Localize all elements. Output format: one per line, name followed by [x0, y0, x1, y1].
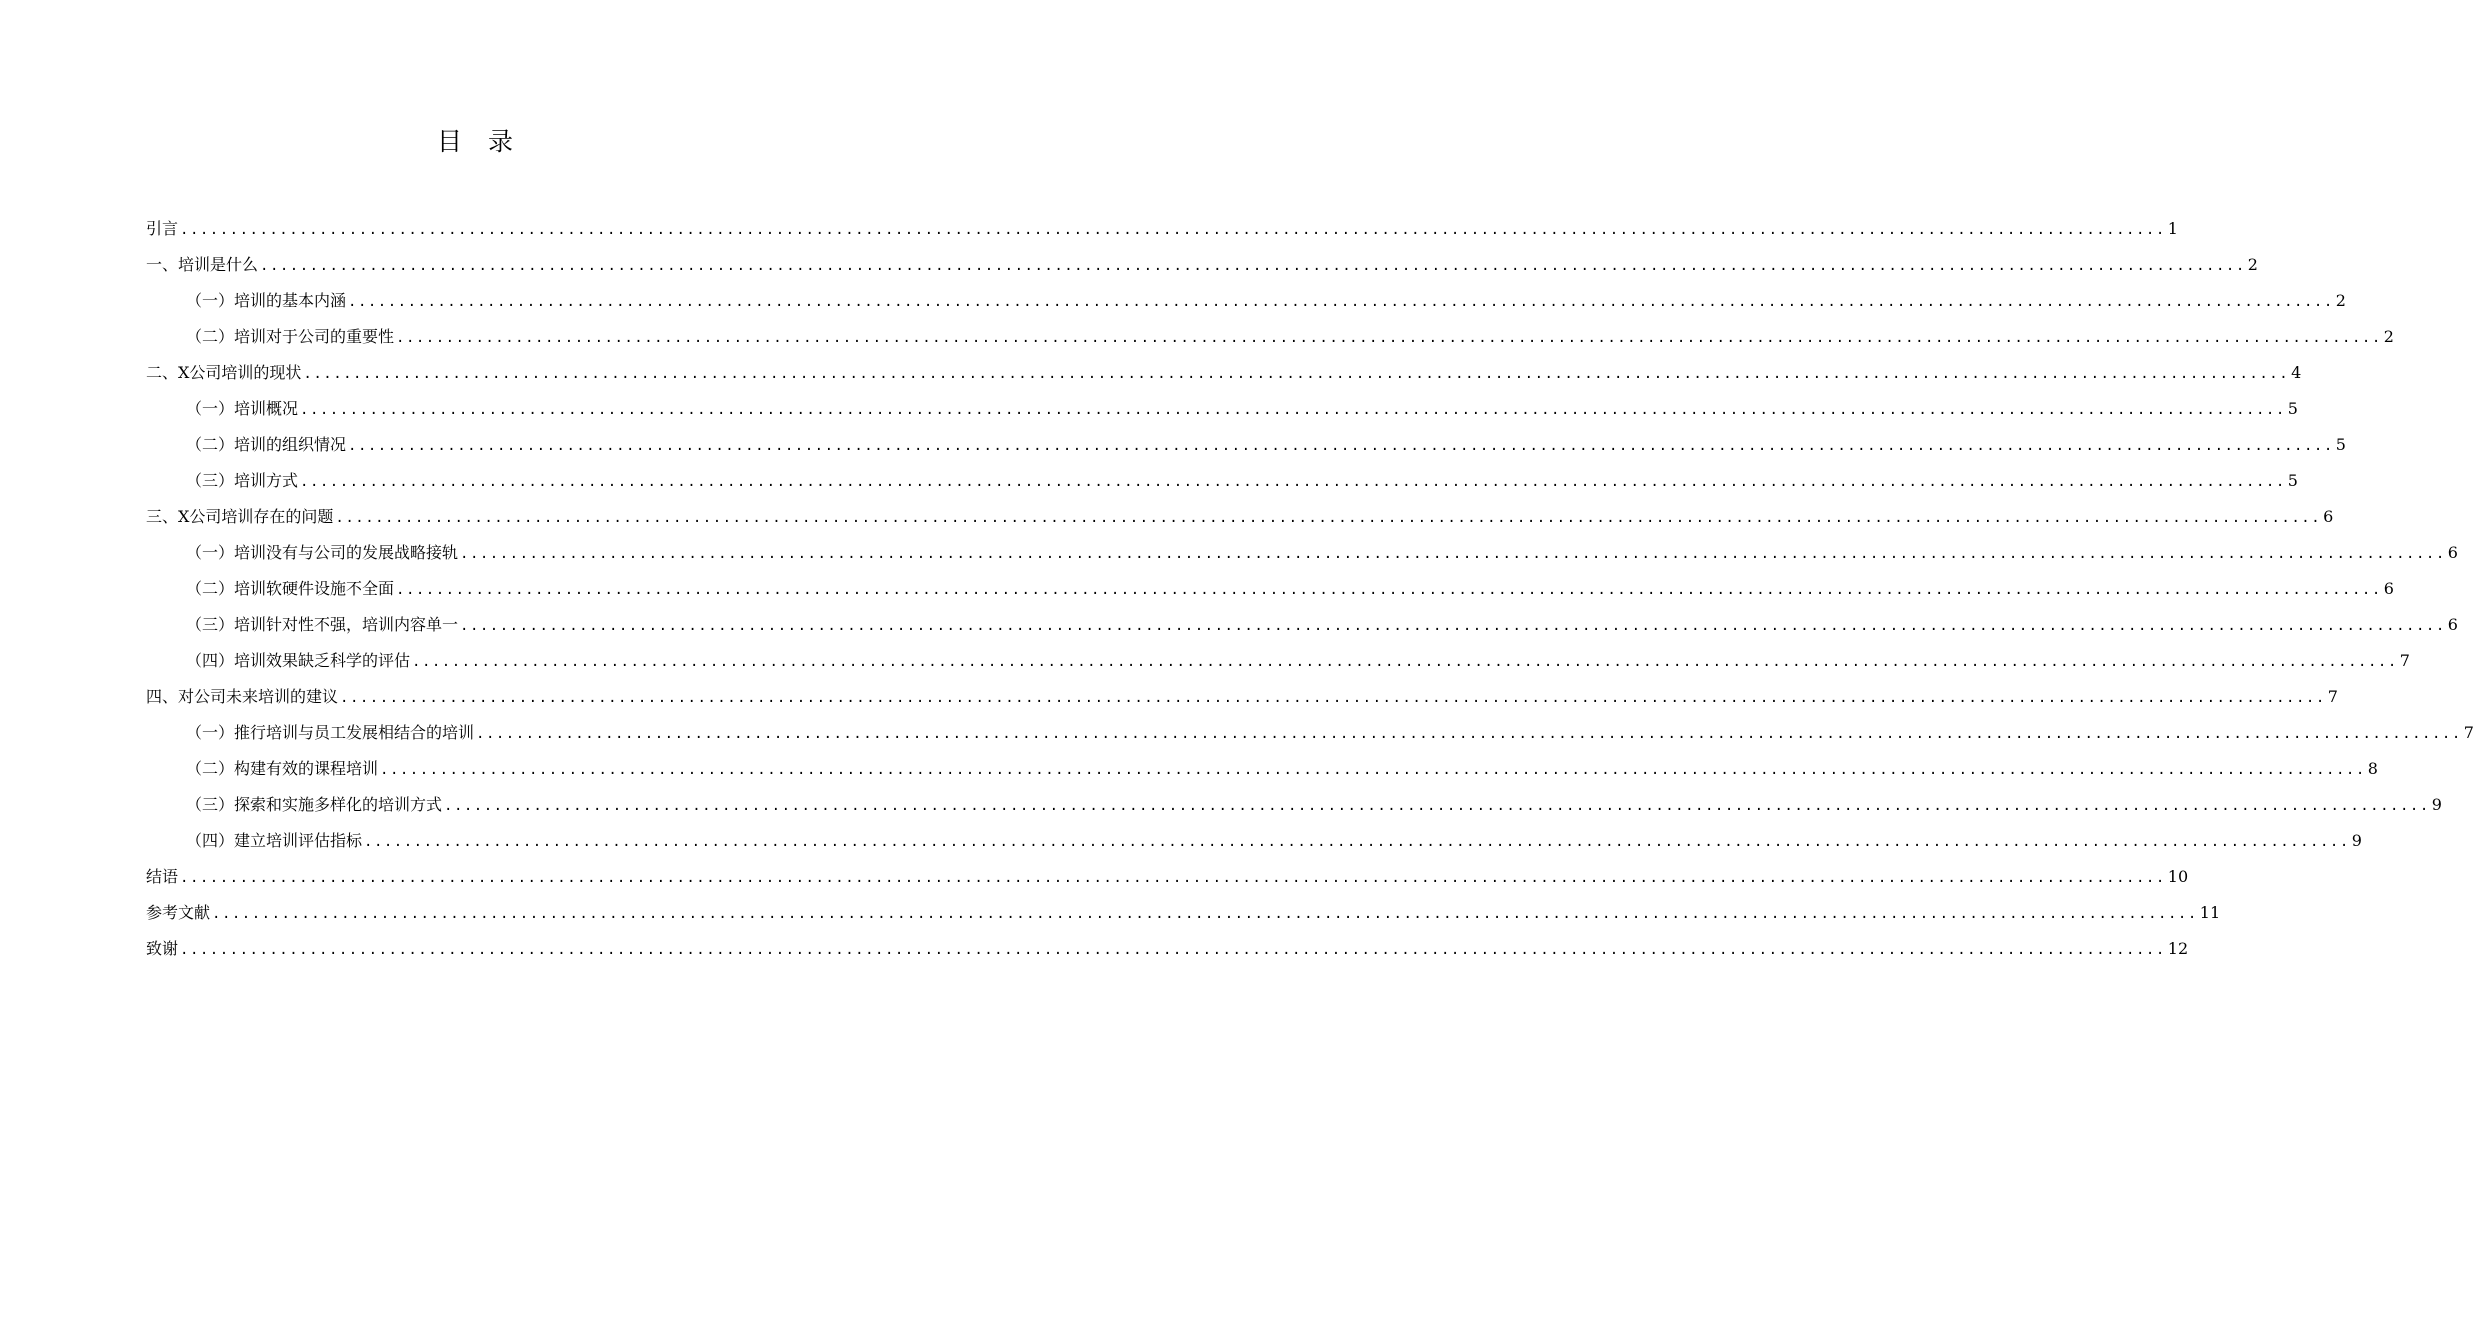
toc-entry[interactable]: [146, 643, 2410, 679]
toc-entry[interactable]: [146, 319, 2394, 355]
dot-leader: ........................................................................................................................................................................................................: [396, 582, 2382, 598]
toc-entry-page-number: 7: [2399, 651, 2410, 670]
dot-leader: ........................................................................................................................................................................................................: [460, 546, 2446, 562]
toc-entry-page-number: 2: [2247, 255, 2258, 274]
toc-entry-label: 结语: [146, 867, 179, 886]
toc-entry[interactable]: [146, 427, 2346, 463]
toc-entry[interactable]: [146, 679, 2338, 715]
toc-entry-page-number: 5: [2287, 471, 2298, 490]
toc-entry-label: （四）培训效果缺乏科学的评估: [186, 651, 411, 670]
toc-entry[interactable]: [146, 283, 2346, 319]
page-title: 目录: [436, 127, 539, 156]
dot-leader: ........................................................................................................................................................................................................: [335, 510, 2322, 526]
dot-leader: ........................................................................................................................................................................................................: [444, 798, 2430, 814]
toc-entry-label: 致谢: [146, 939, 179, 958]
dot-leader: ........................................................................................................................................................................................................: [300, 402, 2286, 418]
toc-entry-label: （三）培训针对性不强，培训内容单一: [186, 615, 459, 634]
toc-entry-page-number: 8: [2367, 759, 2378, 778]
dot-leader: ........................................................................................................................................................................................................: [180, 222, 2166, 238]
toc-entry-page-number: 6: [2447, 543, 2458, 562]
toc-entry[interactable]: [146, 463, 2298, 499]
toc-entry[interactable]: [146, 571, 2394, 607]
toc-entry[interactable]: [146, 823, 2362, 859]
toc-entry-label: （一）培训概况: [186, 399, 299, 418]
toc-entry-page-number: 7: [2463, 723, 2474, 742]
toc-entry-page-number: 5: [2335, 435, 2346, 454]
toc-entry[interactable]: [146, 535, 2458, 571]
toc-entry-label: （一）推行培训与员工发展相结合的培训: [186, 723, 475, 742]
toc-entry-page-number: 6: [2447, 615, 2458, 634]
toc-entry-page-number: 10: [2167, 867, 2189, 886]
toc-entry[interactable]: [146, 715, 2474, 751]
toc-entry[interactable]: [146, 211, 2178, 247]
toc-entry[interactable]: [146, 247, 2258, 283]
dot-leader: ........................................................................................................................................................................................................: [348, 438, 2334, 454]
toc-entry-page-number: 6: [2323, 507, 2334, 526]
toc-entry-label: （二）构建有效的课程培训: [186, 759, 379, 778]
dot-leader: ........................................................................................................................................................................................................: [380, 762, 2366, 778]
toc-entry[interactable]: [146, 607, 2458, 643]
dot-leader: ........................................................................................................................................................................................................: [180, 942, 2166, 958]
dot-leader: ........................................................................................................................................................................................................: [180, 870, 2166, 886]
toc-entry-page-number: 2: [2383, 327, 2394, 346]
dot-leader: ........................................................................................................................................................................................................: [340, 690, 2326, 706]
toc-entry-label: （三）培训方式: [186, 471, 299, 490]
toc-entry-label: （二）培训对于公司的重要性: [186, 327, 395, 346]
toc-entry[interactable]: [146, 355, 2302, 391]
toc-entry[interactable]: [146, 931, 2189, 967]
toc-entry-page-number: 9: [2351, 831, 2362, 850]
toc-entry-label: 参考文献: [146, 903, 211, 922]
toc-entry-label: （一）培训的基本内涵: [186, 291, 347, 310]
toc-entry-page-number: 11: [2199, 903, 2221, 922]
toc-entry[interactable]: [146, 895, 2221, 931]
dot-leader: ........................................................................................................................................................................................................: [300, 474, 2286, 490]
toc-entry[interactable]: [146, 859, 2189, 895]
toc-entry-label: 三、X公司培训存在的问题: [146, 507, 334, 526]
toc-entry-page-number: 2: [2335, 291, 2346, 310]
toc-entry[interactable]: [146, 787, 2442, 823]
toc-entry-label: 四、对公司未来培训的建议: [146, 687, 339, 706]
toc-entry-page-number: 4: [2291, 363, 2302, 382]
toc-entry-page-number: 9: [2431, 795, 2442, 814]
dot-leader: ........................................................................................................................................................................................................: [348, 294, 2334, 310]
dot-leader: ........................................................................................................................................................................................................: [412, 654, 2398, 670]
toc-entry-label: 二、X公司培训的现状: [146, 363, 302, 382]
toc-entry[interactable]: [146, 751, 2378, 787]
toc-entry-label: （一）培训没有与公司的发展战略接轨: [186, 543, 459, 562]
dot-leader: ........................................................................................................................................................................................................: [212, 906, 2198, 922]
dot-leader: ........................................................................................................................................................................................................: [460, 618, 2446, 634]
toc-entry-label: （四）建立培训评估指标: [186, 831, 363, 850]
toc-entry-label: （二）培训软硬件设施不全面: [186, 579, 395, 598]
table-of-contents: [146, 211, 2474, 967]
dot-leader: ........................................................................................................................................................................................................: [476, 726, 2462, 742]
toc-entry-label: （二）培训的组织情况: [186, 435, 347, 454]
toc-entry[interactable]: [146, 391, 2298, 427]
toc-entry-label: 引言: [146, 219, 179, 238]
toc-entry-label: 一、培训是什么: [146, 255, 259, 274]
dot-leader: ........................................................................................................................................................................................................: [364, 834, 2350, 850]
dot-leader: ........................................................................................................................................................................................................: [260, 258, 2246, 274]
toc-entry-page-number: 1: [2167, 219, 2178, 238]
toc-entry-page-number: 6: [2383, 579, 2394, 598]
toc-entry-page-number: 12: [2167, 939, 2189, 958]
toc-entry-label: （三）探索和实施多样化的培训方式: [186, 795, 443, 814]
toc-entry-page-number: 7: [2327, 687, 2338, 706]
dot-leader: ........................................................................................................................................................................................................: [396, 330, 2382, 346]
toc-entry[interactable]: [146, 499, 2334, 535]
toc-entry-page-number: 5: [2287, 399, 2298, 418]
dot-leader: ........................................................................................................................................................................................................: [303, 366, 2290, 382]
